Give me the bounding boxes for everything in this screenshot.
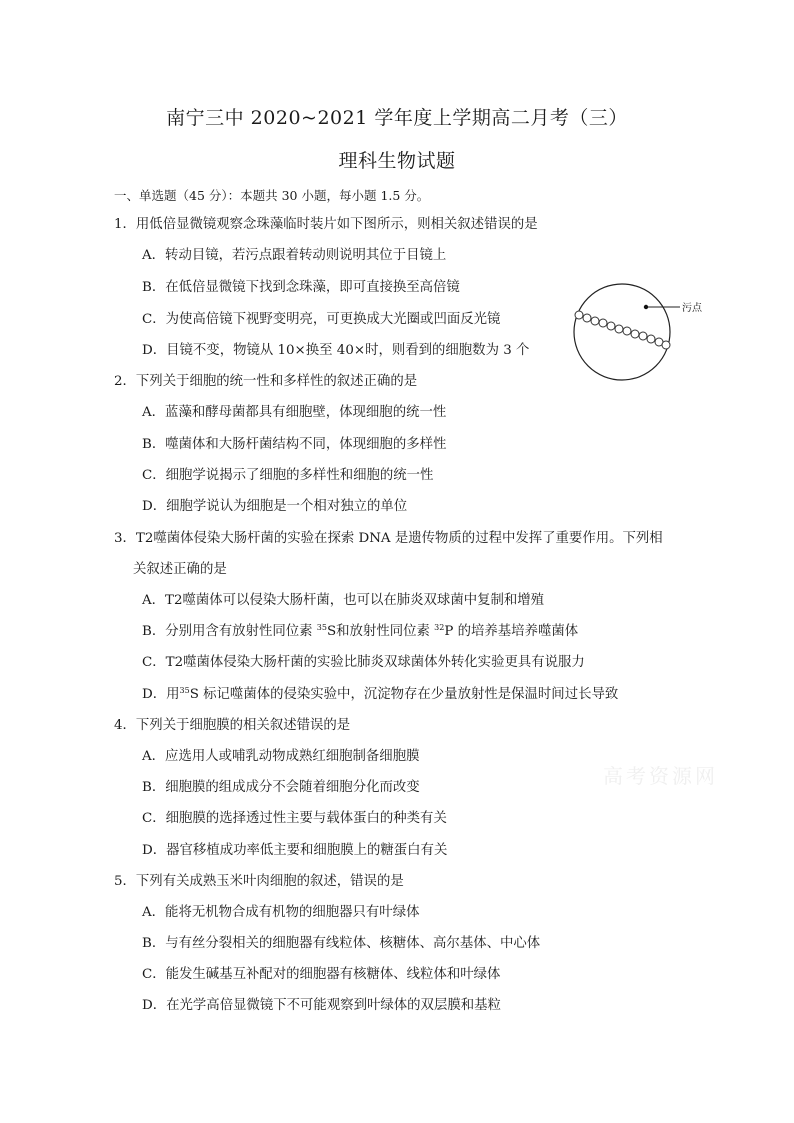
section-heading: 一、单选题（45 分）：本题共 30 小题，每小题 1.5 分。 <box>114 188 430 203</box>
question-5-option-d: D．在光学高倍显微镜下不可能观察到叶绿体的双层膜和基粒 <box>142 998 501 1013</box>
question-4-option-a: A．应选用人或哺乳动物成熟红细胞制备细胞膜 <box>142 749 420 764</box>
question-1-option-c: C．为使高倍镜下视野变明亮，可更换成大光圈或凹面反光镜 <box>142 312 501 327</box>
q3d-isotope-35: 35 <box>179 686 190 695</box>
q3d-text-2: S 标记噬菌体的侵染实验中，沉淀物存在少量放射性是保温时间过长导致 <box>189 687 619 702</box>
question-4-stem: 4．下列关于细胞膜的相关叙述错误的是 <box>114 718 351 733</box>
question-1-option-d: D．目镜不变，物镜从 10×换至 40×时，则看到的细胞数为 3 个 <box>142 343 530 358</box>
question-4-option-b: B．细胞膜的组成成分不会随着细胞分化而改变 <box>142 780 420 795</box>
question-4-option-d: D．器官移植成功率低主要和细胞膜上的糖蛋白有关 <box>142 843 448 858</box>
question-5-option-a: A．能将无机物合成有机物的细胞器只有叶绿体 <box>142 905 420 920</box>
question-1-option-b: B．在低倍显微镜下找到念珠藻，即可直接换至高倍镜 <box>142 280 460 295</box>
dirt-spot-label: 污点 <box>682 303 702 314</box>
q3b-text-3: P 的培养基培养噬菌体 <box>444 624 579 639</box>
question-2-option-a: A．蓝藻和酵母菌都具有细胞壁，体现细胞的统一性 <box>142 405 447 420</box>
q3b-isotope-35: 35 <box>316 623 327 632</box>
question-3-option-a: A．T2噬菌体可以侵染大肠杆菌，也可以在肺炎双球菌中复制和增殖 <box>142 593 545 608</box>
q3b-isotope-32: 32 <box>434 623 445 632</box>
question-2-stem: 2．下列关于细胞的统一性和多样性的叙述正确的是 <box>114 374 418 389</box>
q3d-text-1: D．用 <box>142 687 180 702</box>
question-5-option-b: B．与有丝分裂相关的细胞器有线粒体、核糖体、高尔基体、中心体 <box>142 936 541 951</box>
question-1-stem: 1．用低倍显微镜观察念珠藻临时装片如下图所示，则相关叙述错误的是 <box>114 217 538 232</box>
microscope-field-figure <box>570 278 720 388</box>
question-3-stem-line-2: 关叙述正确的是 <box>133 562 227 577</box>
question-5-stem: 5．下列有关成熟玉米叶肉细胞的叙述，错误的是 <box>114 874 404 889</box>
question-3-option-d <box>142 686 618 704</box>
question-3-option-b <box>142 623 578 641</box>
question-2-option-d: D．细胞学说认为细胞是一个相对独立的单位 <box>142 499 408 514</box>
question-4-option-c: C．细胞膜的选择透过性主要与载体蛋白的种类有关 <box>142 811 447 826</box>
dirt-spot <box>644 305 648 309</box>
q3b-text-1: B．分别用含有放射性同位素 <box>142 624 317 639</box>
question-2-option-b: B．噬菌体和大肠杆菌结构不同，体现细胞的多样性 <box>142 437 447 452</box>
watermark: 高考资源网 <box>603 764 718 788</box>
exam-subtitle: 理科生物试题 <box>338 150 456 172</box>
exam-title: 南宁三中 2020~2021 学年度上学期高二月考（三） <box>166 107 628 129</box>
question-3-option-c: C．T2噬菌体侵染大肠杆菌的实验比肺炎双球菌体外转化实验更具有说服力 <box>142 655 585 670</box>
question-3-stem-line-1: 3．T2噬菌体侵染大肠杆菌的实验在探索 DNA 是遗传物质的过程中发挥了重要作用。下列相 <box>114 531 663 546</box>
q3b-text-2: S和放射性同位素 <box>326 624 435 639</box>
question-2-option-c: C．细胞学说揭示了细胞的多样性和细胞的统一性 <box>142 468 434 483</box>
question-1-option-a: A．转动目镜，若污点跟着转动则说明其位于目镜上 <box>142 248 447 263</box>
question-5-option-c: C．能发生碱基互补配对的细胞器有核糖体、线粒体和叶绿体 <box>142 967 501 982</box>
nostoc-filament <box>575 311 670 349</box>
